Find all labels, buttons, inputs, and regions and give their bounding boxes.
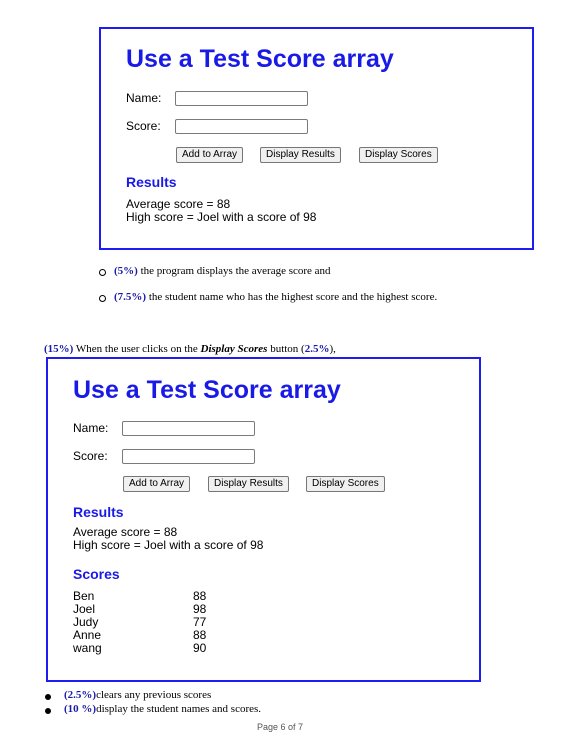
average-score-text: Average score = 88 [73, 525, 178, 539]
page-title: Use a Test Score array [73, 376, 341, 404]
page-title: Use a Test Score array [126, 45, 394, 73]
name-label: Name: [73, 421, 109, 435]
score-row-name: Anne [73, 628, 102, 642]
name-input[interactable] [175, 91, 308, 106]
high-score-text: High score = Joel with a score of 98 [73, 538, 264, 552]
add-to-array-button[interactable]: Add to Array [176, 147, 243, 163]
score-row-name: Ben [73, 589, 95, 603]
requirement-item: (7.5%) the student name who has the highest score and the highest score. [114, 291, 438, 303]
score-row-value: 77 [193, 615, 207, 629]
score-row-value: 98 [193, 602, 207, 616]
app-screenshot-1 [99, 27, 534, 250]
page-number: Page 6 of 7 [257, 722, 304, 732]
results-heading: Results [73, 504, 124, 520]
requirement-item: (2.5%)clears any previous scores [64, 689, 212, 701]
score-input[interactable] [122, 449, 255, 464]
display-scores-button[interactable]: Display Scores [306, 476, 385, 492]
score-row-value: 88 [193, 589, 207, 603]
bullet-icon [99, 269, 106, 276]
add-to-array-button[interactable]: Add to Array [123, 476, 190, 492]
instruction-paragraph: (15%) When the user clicks on the Display Scores button (2.5%), [44, 343, 336, 355]
score-row-value: 88 [193, 628, 207, 642]
average-score-text: Average score = 88 [126, 197, 231, 211]
display-scores-button[interactable]: Display Scores [359, 147, 438, 163]
score-row-name: wang [73, 641, 102, 655]
score-row-value: 90 [193, 641, 207, 655]
score-input[interactable] [175, 119, 308, 134]
score-row-name: Joel [73, 602, 96, 616]
app-screenshot-2 [46, 357, 481, 682]
bullet-icon [45, 694, 51, 700]
scores-heading: Scores [73, 566, 120, 582]
high-score-text: High score = Joel with a score of 98 [126, 210, 317, 224]
score-label: Score: [126, 119, 161, 133]
requirement-item: (5%) the program displays the average score and [114, 265, 331, 277]
display-results-button[interactable]: Display Results [260, 147, 341, 163]
score-row-name: Judy [73, 615, 99, 629]
name-input[interactable] [122, 421, 255, 436]
results-heading: Results [126, 174, 177, 190]
bullet-icon [99, 295, 106, 302]
requirement-item: (10 %)display the student names and scores. [64, 703, 262, 715]
score-label: Score: [73, 449, 108, 463]
display-results-button[interactable]: Display Results [208, 476, 289, 492]
bullet-icon [45, 708, 51, 714]
name-label: Name: [126, 91, 162, 105]
